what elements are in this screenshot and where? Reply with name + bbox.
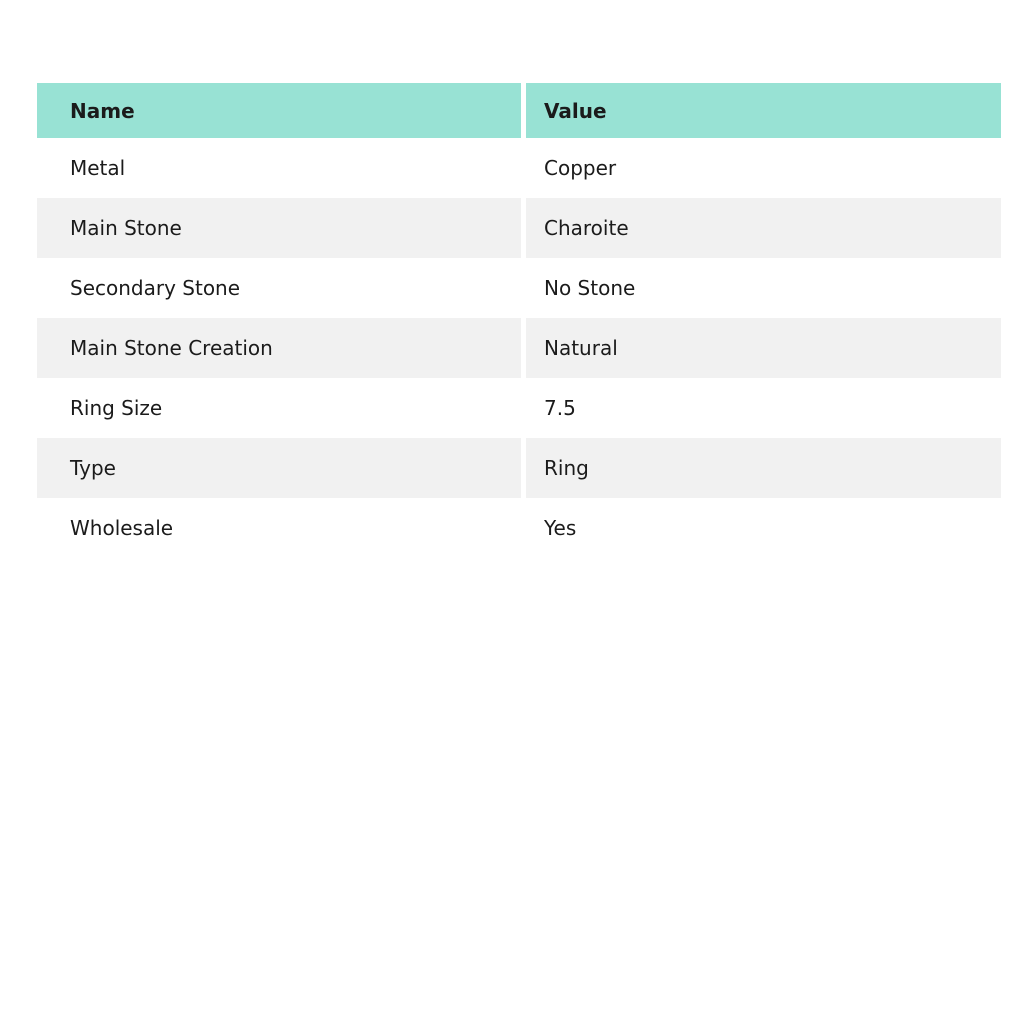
table-row: [37, 438, 1001, 498]
attribute-value-cell: Charoite: [521, 198, 1001, 258]
column-header-name: Name: [37, 83, 521, 138]
attribute-value-cell: 7.5: [521, 378, 1001, 438]
attribute-name-cell: Main Stone Creation: [70, 336, 273, 360]
attribute-name-cell: Ring Size: [70, 396, 163, 420]
table-row: [37, 258, 1001, 318]
attribute-name-cell: Metal: [70, 156, 126, 180]
product-attributes-section: [37, 83, 1001, 558]
attribute-value-cell: Ring: [521, 438, 1001, 498]
attribute-name-cell: Secondary Stone: [70, 276, 241, 300]
attributes-table: [37, 83, 1001, 558]
table-row: [37, 138, 1001, 198]
table-header-row: [37, 83, 1001, 138]
attribute-value-cell: Copper: [521, 138, 1001, 198]
attribute-value-cell: Natural: [521, 318, 1001, 378]
table-row: [37, 378, 1001, 438]
table-row: [37, 198, 1001, 258]
attribute-name-cell: Main Stone: [70, 216, 182, 240]
table-body: [37, 138, 1001, 558]
attribute-value-cell: Yes: [521, 498, 1001, 558]
attribute-value-cell: No Stone: [521, 258, 1001, 318]
column-header-value: Value: [521, 83, 1001, 138]
table-row: [37, 318, 1001, 378]
table-row: [37, 498, 1001, 558]
attribute-name-cell: Wholesale: [70, 516, 174, 540]
attribute-name-cell: Type: [70, 456, 116, 480]
